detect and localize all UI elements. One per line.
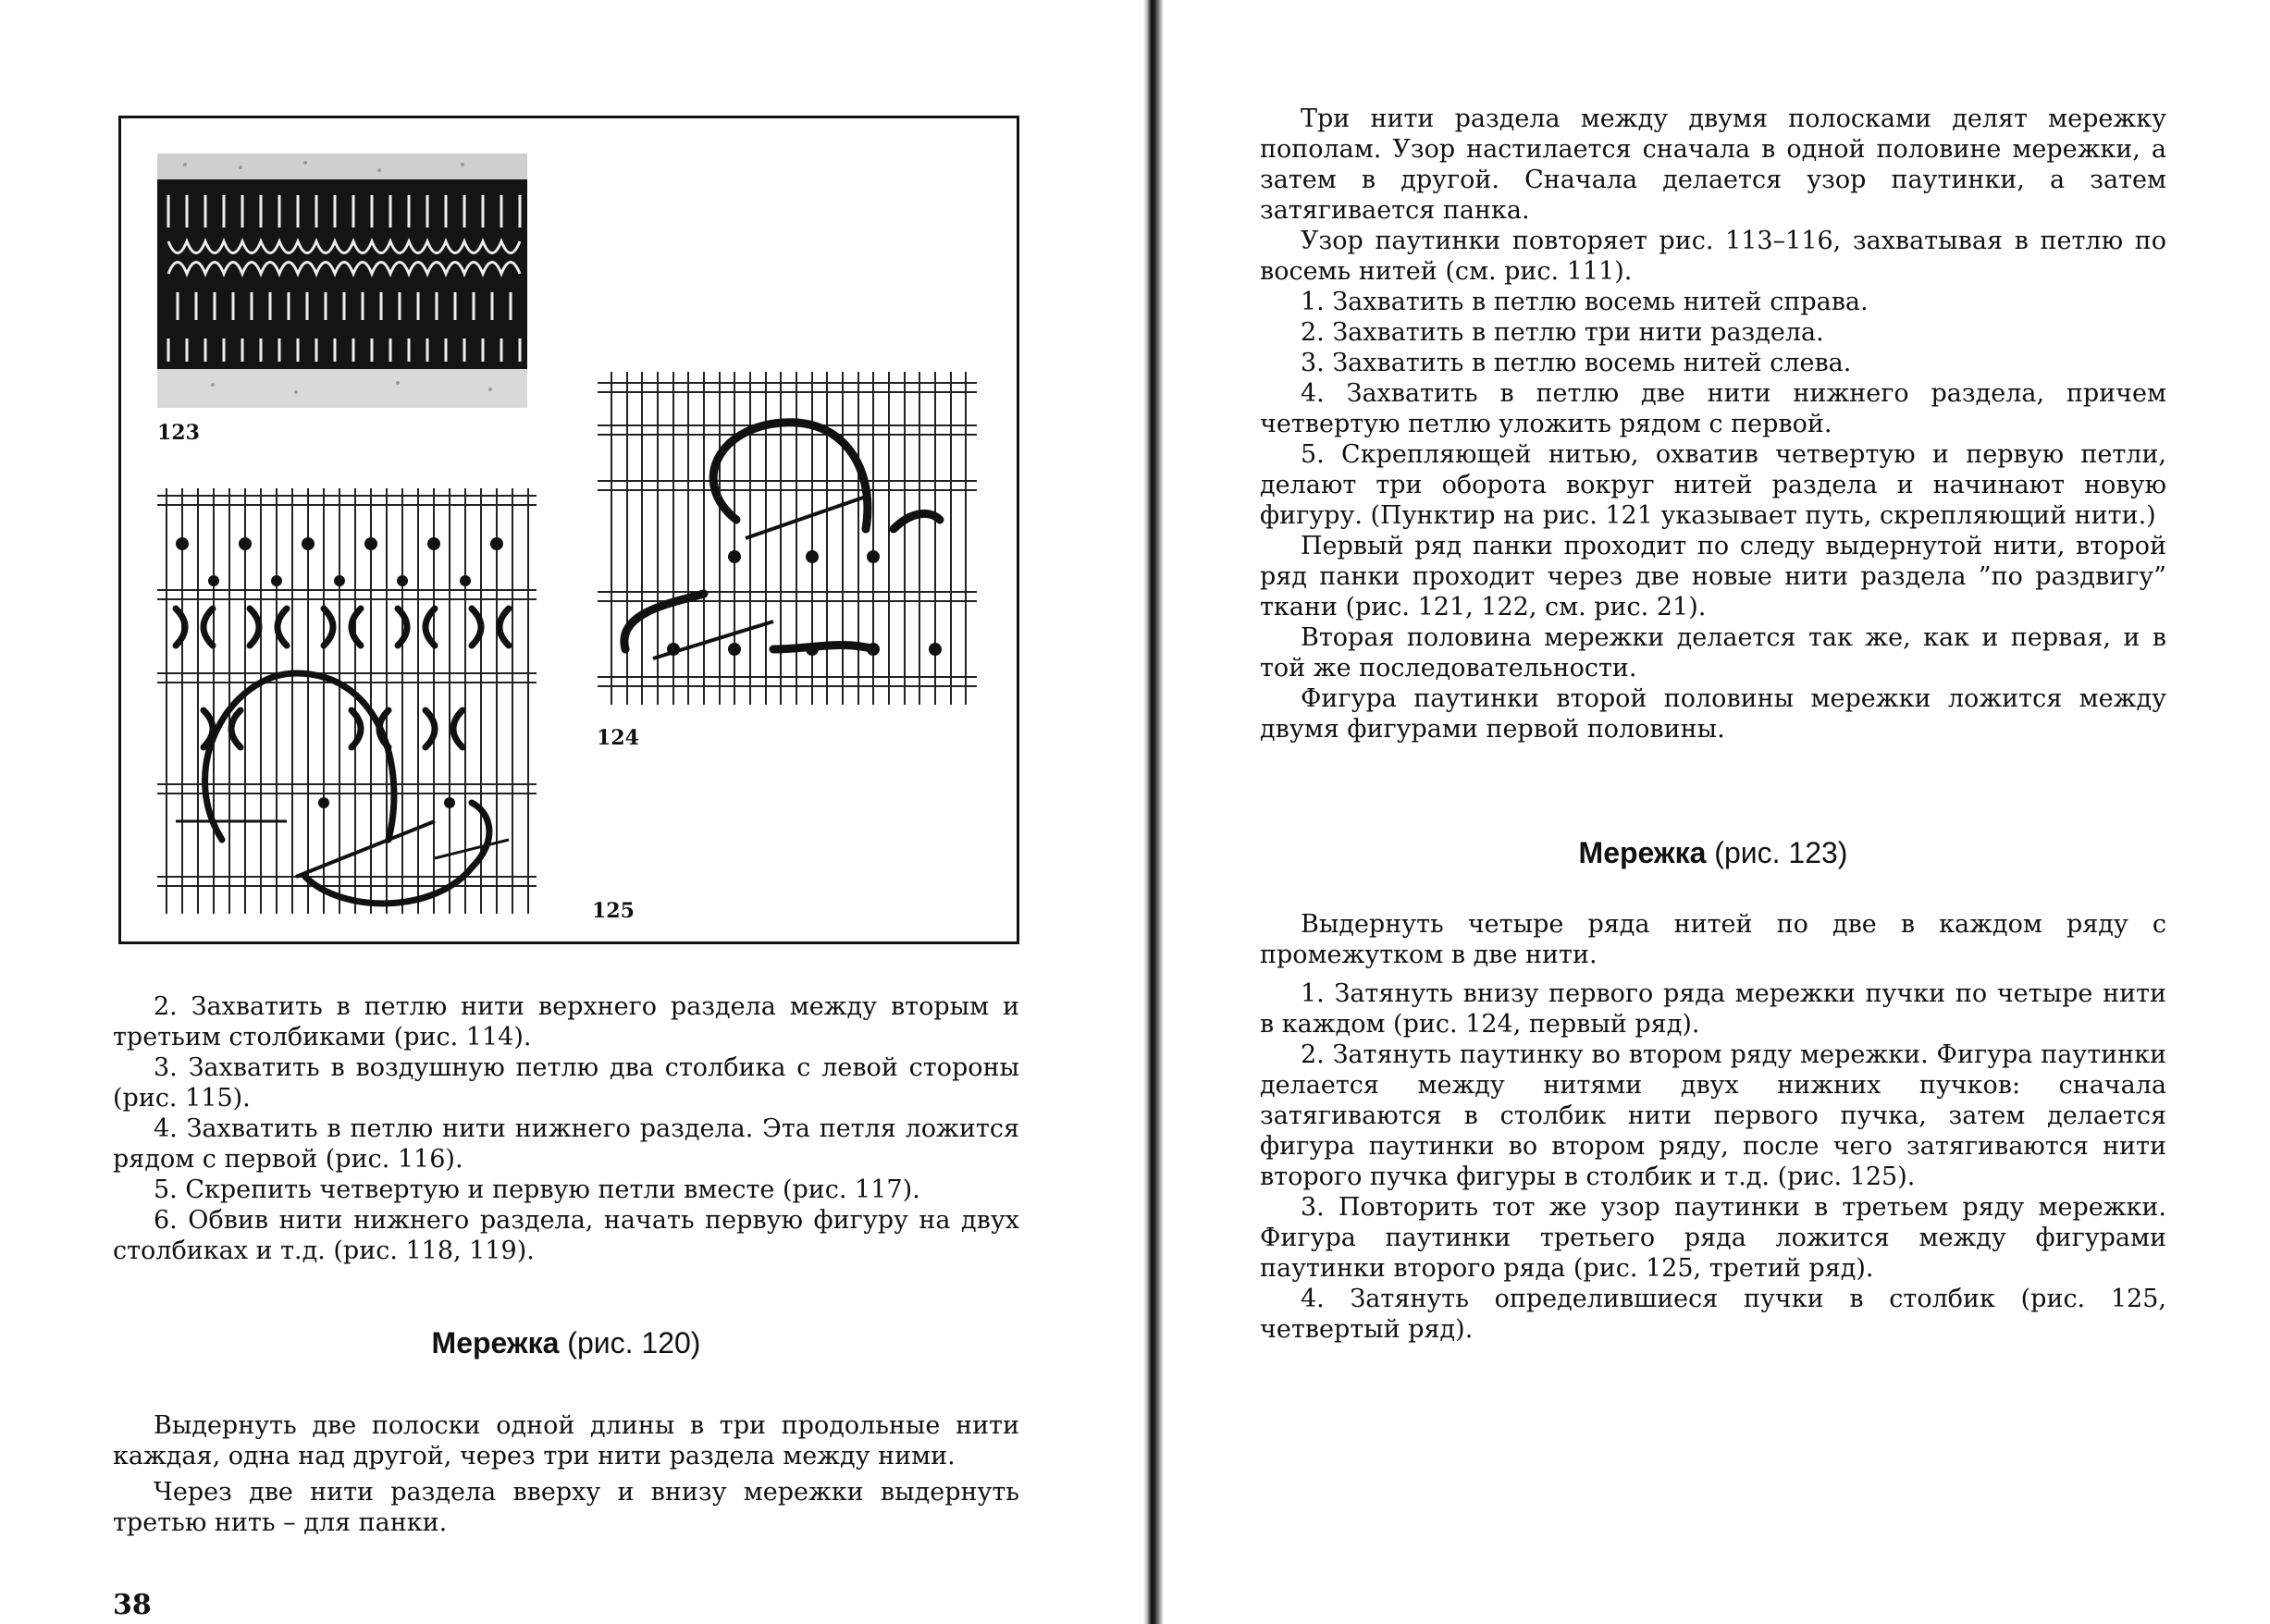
right-section-heading <box>1260 836 2166 870</box>
left-step-4: 4. Захватить в петлю нити нижнего раздела. Эта петля ложится рядом с первой (рис. 116). <box>113 1114 1019 1174</box>
left-heading-bold: Мережка <box>431 1326 560 1359</box>
right-paragraph-panka: Первый ряд панки проходит по следу выдернутой нити, второй ряд панки проходит через две новые нити раздела ”по раздвигу” ткани (рис. 121, 122, см. рис. 21). <box>1260 532 2166 621</box>
left-section-heading <box>113 1326 1019 1360</box>
right-intro <box>1260 909 2166 970</box>
left-step-5: 5. Скрепить четвертую и первую петли вместе (рис. 117). <box>154 1175 920 1204</box>
left-steps <box>113 991 1019 1266</box>
right-paragraph-1: Три нити раздела между двумя полосками делят мережку пополам. Узор настилается сначала в одной половине мережки, а затем в другой. Сначала делается узор паутинки, а затем затягивается панка. <box>1260 105 2166 225</box>
right-step-row-1: 1. Затянуть внизу первого ряда мережки пучки по четыре нити в каждом (рис. 124, первый ряд). <box>1260 979 2166 1039</box>
page-number: 38 <box>113 1589 152 1621</box>
figure-125-diagram <box>157 488 537 914</box>
right-paragraph-2: Узор паутинки повторяет рис. 113–116, захватывая в петлю по восемь нитей (см. рис. 111). <box>1260 227 2166 286</box>
left-page <box>0 0 1129 1624</box>
right-step-row-3: 3. Повторить тот же узор паутинки в третьем ряду мережки. Фигура паутинки третьего ряда ложится между фигурами паутинки второго ряда (рис. 125, третий ряд). <box>1260 1193 2166 1283</box>
figure-123-photo <box>157 154 527 408</box>
left-step-3: 3. Захватить в воздушную петлю два столбика с левой стороны (рис. 115). <box>113 1053 1019 1113</box>
left-step-6: 6. Обвив нити нижнего раздела, начать первую фигуру на двух столбиках и т.д. (рис. 118, 119). <box>113 1206 1019 1265</box>
right-top-paragraphs <box>1260 104 2166 744</box>
figure-124-label: 124 <box>597 726 639 750</box>
right-heading-bold: Мережка <box>1578 836 1707 869</box>
right-step-row-4: 4. Затянуть определившиеся пучки в столбик (рис. 125, четвертый ряд). <box>1260 1285 2166 1344</box>
right-heading-rest: (рис. 123) <box>1706 836 1848 869</box>
figure-123-label: 123 <box>157 421 200 445</box>
figure-124-diagram <box>598 372 977 705</box>
figure-125-label: 125 <box>592 899 635 923</box>
left-step-2: 2. Захватить в петлю нити верхнего раздела между вторым и третьим столбиками (рис. 114). <box>113 992 1019 1052</box>
right-step-3: 3. Захватить в петлю восемь нитей слева. <box>1301 349 1852 377</box>
right-page <box>1156 0 2270 1624</box>
right-step-5: 5. Скрепляющей нитью, охватив четвертую и первую петли, делают три оборота вокруг нитей раздела и начинают новую фигуру. (Пунктир на рис. 121 указывает путь, скрепляющий нити.) <box>1260 440 2166 530</box>
left-paragraphs <box>113 1410 1019 1538</box>
right-step-2: 2. Захватить в петлю три нити раздела. <box>1301 318 1824 347</box>
right-step-4: 4. Захватить в петлю две нити нижнего раздела, причем четвертую петлю уложить рядом с первой. <box>1260 379 2166 438</box>
right-step-row-2: 2. Затянуть паутинку во втором ряду мережки. Фигура паутинки делается между нитями двух нижних пучков: сначала затягиваются в столбик нити первого пучка, затем делается фигура паутинки во втором ряду, после чего затягиваются нити второго пучка фигуры в столбик и т.д. (рис. 125). <box>1260 1040 2166 1191</box>
right-paragraph-second-half: Вторая половина мережки делается так же, как и первая, и в той же последовательности. <box>1260 623 2166 683</box>
right-paragraph-web-figure: Фигура паутинки второй половины мережки ложится между двумя фигурами первой половины. <box>1260 684 2166 744</box>
left-paragraph-2: Через две нити раздела вверху и внизу мережки выдернуть третью нить – для панки. <box>113 1478 1019 1537</box>
right-steps <box>1260 978 2166 1345</box>
right-step-1: 1. Захватить в петлю восемь нитей справа. <box>1301 288 1869 316</box>
left-paragraph-1: Выдернуть две полоски одной длины в три продольные нити каждая, одна над другой, через три нити раздела между ними. <box>113 1411 1019 1470</box>
right-intro-text: Выдернуть четыре ряда нитей по две в каждом ряду с промежутком в две нити. <box>1260 910 2166 969</box>
left-heading-rest: (рис. 120) <box>559 1326 701 1359</box>
